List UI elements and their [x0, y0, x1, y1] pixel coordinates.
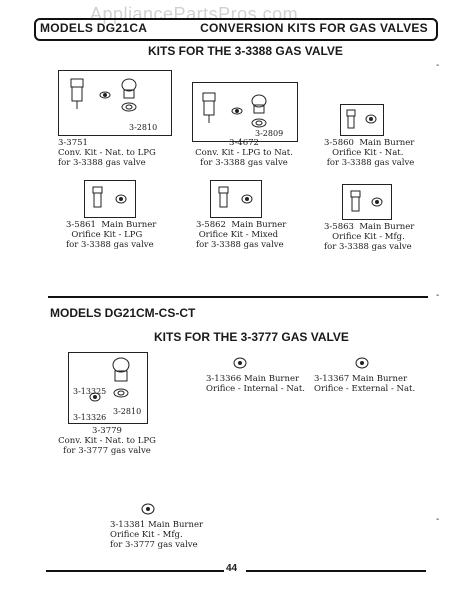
kit-inner-part: 3-2809: [255, 129, 284, 138]
orifice-icon: [232, 356, 248, 370]
kit-caption: [56, 426, 158, 456]
kit-desc-line: Orifice Kit - Mixed: [198, 230, 279, 240]
kit-desc-line: Conv. Kit - LPG to Nat.: [195, 148, 293, 158]
kit-3-5863-illustration: [342, 184, 392, 220]
kit-part-number: 3-5861: [66, 220, 96, 230]
kit-part-number: 3-3751: [58, 138, 88, 148]
kit-3-5862-illustration: [210, 180, 262, 218]
kit-desc-line: Orifice Kit - Nat.: [332, 148, 404, 158]
kit-part-number: 3-13381: [110, 520, 146, 530]
kit-caption: [196, 220, 286, 250]
kit-inner-part: 3-13325: [73, 387, 107, 396]
kit-desc-line: Orifice - External - Nat.: [314, 384, 416, 394]
kit-part-number: 3-5860: [324, 138, 354, 148]
kit-caption: [58, 138, 156, 168]
kit-desc-line: Orifice Kit - LPG: [71, 230, 143, 240]
kit-inner-part: 3-2810: [129, 123, 158, 132]
kit-desc-line: Orifice Kit - Mfg.: [110, 530, 183, 540]
orifice-caption: [206, 374, 305, 394]
models-label: MODELS DG21CA: [40, 21, 148, 35]
kit-3-5860-illustration: [340, 104, 384, 136]
section1-title: KITS FOR THE 3-3388 GAS VALVE: [148, 44, 343, 58]
kit-3-5861-illustration: [84, 180, 136, 218]
kit-desc-line: for 3-3388 gas valve: [58, 158, 146, 168]
footer-rule-left: [46, 570, 224, 572]
orifice-icon: [341, 105, 383, 135]
kit-desc-line: for 3-3388 gas valve: [196, 240, 284, 250]
margin-mark: -: [436, 290, 440, 301]
kit-part-number: 3-4672: [229, 138, 259, 148]
kit-desc-line: Conv. Kit - Nat. to LPG: [58, 436, 156, 446]
kit-desc-line: for 3-3388 gas valve: [324, 242, 412, 252]
kit-caption: [324, 222, 414, 252]
header-title: CONVERSION KITS FOR GAS VALVES: [200, 21, 428, 35]
orifice-caption: [314, 374, 415, 394]
section-divider: [48, 296, 428, 298]
margin-mark: -: [436, 514, 440, 525]
orifice-caption: [110, 520, 203, 550]
kit-3-3751-illustration: [58, 70, 172, 136]
kit-part-number: 3-5863: [324, 222, 354, 232]
section2-title: KITS FOR THE 3-3777 GAS VALVE: [154, 330, 349, 344]
kit-desc-line: for 3-3777 gas valve: [63, 446, 151, 456]
kit-desc-line: for 3-3388 gas valve: [326, 158, 415, 168]
page-number: 44: [226, 563, 238, 574]
kit-part-number: 3-5862: [196, 220, 226, 230]
kit-desc-line: Main Burner: [101, 220, 157, 230]
kit-desc-line: Orifice - Internal - Nat.: [206, 384, 305, 394]
kit-desc-line: Main Burner: [359, 222, 415, 232]
orifice-icon: [211, 181, 261, 217]
kit-caption: [188, 138, 300, 168]
kit-desc-line: for 3-3388 gas valve: [200, 158, 288, 168]
kit-desc-line: for 3-3777 gas valve: [110, 540, 198, 550]
kit-desc-line: Main Burner: [359, 138, 415, 148]
kit-3-3779-illustration: [68, 352, 148, 424]
kit-caption: [324, 138, 414, 168]
kit-desc-line: Main Burner: [352, 374, 408, 384]
orifice-icon: [140, 502, 156, 516]
orifice-icon: [354, 356, 370, 370]
orifice-icon: [85, 181, 135, 217]
models-label: MODELS DG21CM-CS-CT: [50, 306, 196, 320]
kit-inner-part: 3-13326: [73, 413, 107, 422]
kit-3-4672-illustration: [192, 82, 298, 142]
kit-desc-line: Main Burner: [244, 374, 300, 384]
kit-inner-part: 3-2810: [113, 407, 142, 416]
kit-desc-line: Main Burner: [148, 520, 204, 530]
kit-caption: [66, 220, 156, 250]
kit-part-number: 3-13367: [314, 374, 350, 384]
footer-rule-right: [246, 570, 426, 572]
kit-part-number: 3-13366: [206, 374, 242, 384]
page-header: [34, 18, 438, 41]
kit-desc-line: for 3-3388 gas valve: [66, 240, 154, 250]
watermark: AppliancePartsPros.com: [90, 4, 299, 24]
kit-desc-line: Orifice Kit - Mfg.: [332, 232, 405, 242]
kit-desc-line: Conv. Kit - Nat. to LPG: [58, 148, 156, 158]
orifice-icon: [343, 185, 391, 219]
margin-mark: -: [436, 60, 440, 71]
kit-desc-line: Main Burner: [231, 220, 287, 230]
kit-part-number: 3-3779: [92, 426, 122, 436]
